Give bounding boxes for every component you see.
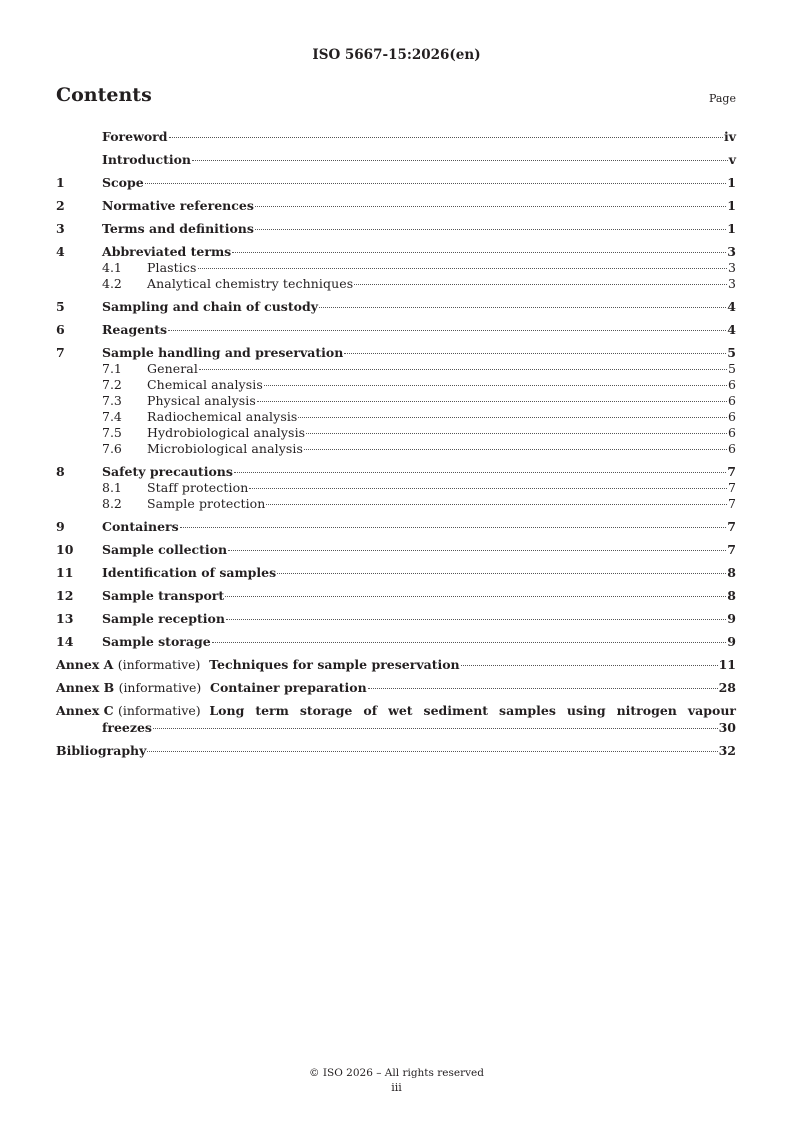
toc-entry-title: Reagents bbox=[102, 322, 168, 337]
toc-entry-number: 3 bbox=[56, 221, 65, 236]
toc-entry-number: Annex C bbox=[56, 703, 114, 718]
toc-entry-number: Annex B bbox=[56, 680, 115, 695]
toc-entry-title-continued: freezes bbox=[102, 720, 152, 735]
toc-entry-page: 6 bbox=[728, 425, 736, 440]
page-number: iii bbox=[391, 1081, 402, 1094]
toc-entry-page: 7 bbox=[727, 464, 736, 479]
toc-entry-number: 8.1 bbox=[102, 480, 122, 495]
document-header: ISO 5667-15:2026(en) bbox=[312, 47, 481, 63]
toc-entry-page: 6 bbox=[728, 409, 736, 424]
dot-leader bbox=[169, 137, 723, 138]
toc-entry[interactable] bbox=[56, 679, 736, 696]
toc-entry-annex-type: (informative) bbox=[117, 703, 201, 718]
dot-leader bbox=[249, 488, 727, 489]
toc-entry-title: Normative references bbox=[102, 198, 254, 213]
toc-entry[interactable] bbox=[56, 377, 736, 393]
toc-entry[interactable] bbox=[56, 197, 736, 214]
toc-entry-page: 9 bbox=[727, 611, 736, 626]
toc-entry-title: Techniques for sample preservation bbox=[209, 657, 460, 672]
toc-entry[interactable] bbox=[56, 243, 736, 260]
page-title: Contents bbox=[56, 84, 152, 106]
toc-entry-number: 11 bbox=[56, 565, 74, 580]
toc-entry[interactable] bbox=[56, 260, 736, 276]
toc-entry-page: 5 bbox=[727, 345, 736, 360]
toc-entry[interactable] bbox=[56, 633, 736, 650]
toc-entry-page: 6 bbox=[728, 377, 736, 392]
dot-leader bbox=[228, 550, 726, 551]
toc-entry-number: 6 bbox=[56, 322, 65, 337]
page-footer bbox=[0, 1067, 793, 1094]
toc-entry[interactable] bbox=[56, 480, 736, 496]
toc-entry-bibliography[interactable] bbox=[56, 742, 736, 759]
toc-entry-annex-c[interactable] bbox=[56, 702, 736, 736]
toc-entry-line bbox=[56, 719, 736, 736]
toc-entry[interactable] bbox=[56, 441, 736, 457]
toc-entry-title: Sample storage bbox=[102, 634, 211, 649]
toc-entry[interactable] bbox=[56, 361, 736, 377]
toc-entry-title: Sample protection bbox=[147, 496, 266, 511]
toc-entry-page: 4 bbox=[727, 322, 736, 337]
toc-entry-page: 8 bbox=[727, 565, 736, 580]
toc-entry-page: 8 bbox=[727, 588, 736, 603]
toc-entry-page: iv bbox=[723, 129, 736, 144]
toc-entry-page: 30 bbox=[718, 720, 736, 735]
toc-entry-page: 6 bbox=[728, 393, 736, 408]
page-column-label: Page bbox=[708, 92, 736, 105]
dot-leader bbox=[257, 401, 727, 402]
toc-entry-annex-type: (informative) bbox=[117, 657, 201, 672]
toc-entry[interactable] bbox=[56, 463, 736, 480]
toc-entry-line bbox=[56, 702, 736, 719]
toc-entry-number: 4.2 bbox=[102, 276, 122, 291]
toc-entry-number: 12 bbox=[56, 588, 74, 603]
toc-entry-title: Terms and definitions bbox=[102, 221, 254, 236]
dot-leader bbox=[192, 160, 728, 161]
dot-leader bbox=[180, 527, 727, 528]
toc-entry[interactable] bbox=[56, 564, 736, 581]
toc-entry-page: v bbox=[728, 152, 736, 167]
toc-entry-number: 9 bbox=[56, 519, 65, 534]
toc-entry[interactable] bbox=[56, 344, 736, 361]
table-of-contents bbox=[56, 128, 736, 759]
toc-entry-number: 5 bbox=[56, 299, 65, 314]
dot-leader bbox=[234, 472, 726, 473]
toc-entry-number: 8 bbox=[56, 464, 65, 479]
toc-entry-title: Sample collection bbox=[102, 542, 228, 557]
toc-entry-title: Container preparation bbox=[210, 680, 367, 695]
dot-leader bbox=[306, 433, 727, 434]
toc-entry-number: 4 bbox=[56, 244, 65, 259]
toc-entry[interactable] bbox=[56, 220, 736, 237]
toc-entry-number: 7.2 bbox=[102, 377, 122, 392]
dot-leader bbox=[354, 284, 727, 285]
toc-entry[interactable] bbox=[56, 298, 736, 315]
toc-entry-title: Identification of samples bbox=[102, 565, 277, 580]
toc-entry-page: 7 bbox=[727, 542, 736, 557]
dot-leader bbox=[298, 417, 727, 418]
dot-leader bbox=[266, 504, 727, 505]
toc-entry-number: 13 bbox=[56, 611, 74, 626]
toc-entry-page: 7 bbox=[728, 480, 736, 495]
toc-entry-title: Sample reception bbox=[102, 611, 225, 626]
toc-entry-title: Foreword bbox=[102, 129, 168, 144]
dot-leader bbox=[232, 252, 726, 253]
toc-entry-page: 3 bbox=[728, 276, 736, 291]
toc-entry[interactable] bbox=[56, 151, 736, 168]
dot-leader bbox=[319, 307, 726, 308]
dot-leader bbox=[304, 449, 727, 450]
toc-entry-title: Staff protection bbox=[147, 480, 249, 495]
toc-entry-title: Sample handling and preservation bbox=[102, 345, 344, 360]
toc-entry[interactable] bbox=[56, 425, 736, 441]
toc-entry-page: 9 bbox=[727, 634, 736, 649]
toc-entry-page: 4 bbox=[727, 299, 736, 314]
dot-leader bbox=[147, 751, 717, 752]
toc-entry-title: Plastics bbox=[147, 260, 197, 275]
dot-leader bbox=[344, 353, 726, 354]
toc-entry-number: 8.2 bbox=[102, 496, 122, 511]
toc-entry-page: 7 bbox=[727, 519, 736, 534]
toc-entry-page: 7 bbox=[728, 496, 736, 511]
toc-entry-title: Chemical analysis bbox=[147, 377, 263, 392]
toc-entry-annex-type: (informative) bbox=[118, 680, 202, 695]
toc-entry-number: 7.4 bbox=[102, 409, 122, 424]
dot-leader bbox=[264, 385, 727, 386]
toc-entry-number: 7 bbox=[56, 345, 65, 360]
dot-leader bbox=[153, 728, 718, 729]
toc-entry-page: 5 bbox=[728, 361, 736, 376]
toc-entry-number: 1 bbox=[56, 175, 65, 190]
toc-entry-page: 1 bbox=[727, 175, 736, 190]
toc-entry-page: 28 bbox=[718, 680, 736, 695]
dot-leader bbox=[212, 642, 727, 643]
toc-entry[interactable] bbox=[56, 610, 736, 627]
toc-entry-number: 4.1 bbox=[102, 260, 122, 275]
dot-leader bbox=[277, 573, 726, 574]
toc-entry-number: 2 bbox=[56, 198, 65, 213]
dot-leader bbox=[255, 229, 726, 230]
toc-entry[interactable] bbox=[56, 409, 736, 425]
toc-entry[interactable] bbox=[56, 276, 736, 292]
toc-entry-title: Long term storage of wet sediment samples using nitrogen vapour bbox=[209, 703, 736, 718]
dot-leader bbox=[199, 369, 727, 370]
toc-entry-number: Annex A bbox=[56, 657, 114, 672]
toc-entry-title: Sample transport bbox=[102, 588, 225, 603]
toc-entry-number: 7.5 bbox=[102, 425, 122, 440]
toc-entry[interactable] bbox=[56, 321, 736, 338]
toc-entry[interactable] bbox=[56, 496, 736, 512]
toc-entry[interactable] bbox=[56, 393, 736, 409]
toc-entry-page: 3 bbox=[728, 260, 736, 275]
toc-entry-page: 11 bbox=[718, 657, 736, 672]
dot-leader bbox=[368, 688, 718, 689]
toc-entry-number: 7.1 bbox=[102, 361, 122, 376]
toc-entry-title: Abbreviated terms bbox=[102, 244, 232, 259]
toc-entry-number: 7.6 bbox=[102, 441, 122, 456]
toc-entry-title: Sampling and chain of custody bbox=[102, 299, 318, 314]
dot-leader bbox=[198, 268, 728, 269]
toc-entry-title: Microbiological analysis bbox=[147, 441, 304, 456]
toc-entry[interactable] bbox=[56, 174, 736, 191]
toc-entry-title: Containers bbox=[102, 519, 179, 534]
toc-entry[interactable] bbox=[56, 541, 736, 558]
toc-entry-title: Bibliography bbox=[56, 743, 147, 758]
toc-entry-title: Safety precautions bbox=[102, 464, 233, 479]
dot-leader bbox=[145, 183, 727, 184]
toc-entry-title: Introduction bbox=[102, 152, 192, 167]
toc-entry-title: Scope bbox=[102, 175, 144, 190]
toc-entry-title: Analytical chemistry techniques bbox=[147, 276, 354, 291]
toc-entry[interactable] bbox=[56, 128, 736, 145]
toc-entry-page: 32 bbox=[718, 743, 736, 758]
toc-entry-number: 14 bbox=[56, 634, 74, 649]
dot-leader bbox=[168, 330, 726, 331]
toc-entry-title: General bbox=[147, 361, 198, 376]
toc-entry-page: 1 bbox=[727, 221, 736, 236]
toc-entry-title: Physical analysis bbox=[147, 393, 256, 408]
toc-entry[interactable] bbox=[56, 656, 736, 673]
toc-entry[interactable] bbox=[56, 518, 736, 535]
toc-entry-number: 10 bbox=[56, 542, 74, 557]
toc-entry-page: 6 bbox=[728, 441, 736, 456]
toc-entry-title: Radiochemical analysis bbox=[147, 409, 298, 424]
toc-entry[interactable] bbox=[56, 587, 736, 604]
dot-leader bbox=[226, 619, 726, 620]
toc-entry-title: Hydrobiological analysis bbox=[147, 425, 306, 440]
toc-entry-page: 3 bbox=[727, 244, 736, 259]
dot-leader bbox=[461, 665, 718, 666]
dot-leader bbox=[225, 596, 726, 597]
toc-entry-page: 1 bbox=[727, 198, 736, 213]
dot-leader bbox=[255, 206, 726, 207]
toc-entry-number: 7.3 bbox=[102, 393, 122, 408]
copyright-notice: © ISO 2026 – All rights reserved bbox=[309, 1067, 484, 1079]
